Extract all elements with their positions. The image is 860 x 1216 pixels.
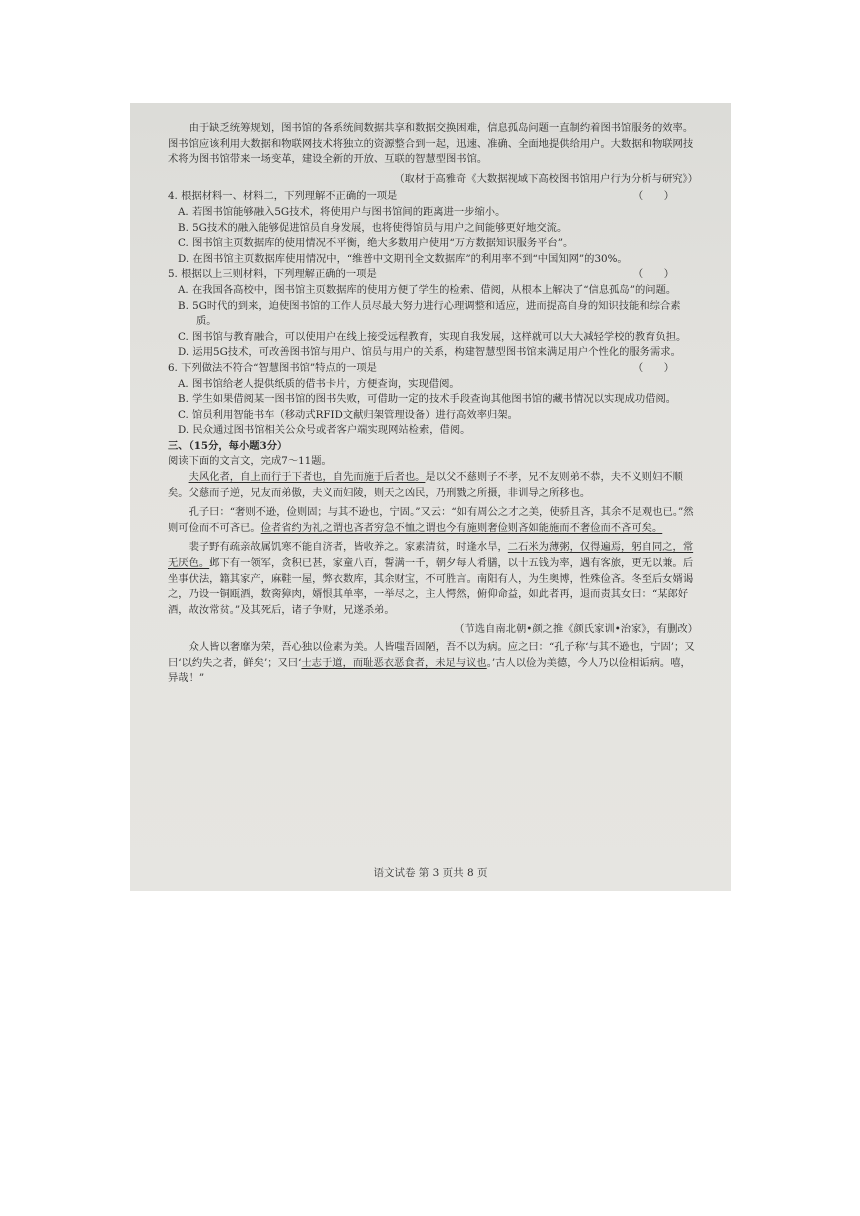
text-run: 孔子曰：“奢则不逊，俭则固；与其不逊也，宁固。”又云：“如有周公之才之美，使骄且吝，其余不足观也已。”然则可俭而不可吝已。 — [168, 506, 694, 534]
question-stem: 6. 下列做法不符合“智慧图书馆”特点的一项是 — [168, 361, 377, 374]
answer-bracket: （ ） — [632, 268, 674, 281]
text-run: 是以父不慈则子不孝，兄不友则弟不恭，夫不义则妇不顺矣。父慈而子逆，兄友而弟傲，夫义而妇陵，则天之凶民，乃刑戮之所摄，非训导之所移也。 — [168, 471, 683, 499]
answer-bracket: （ ） — [632, 361, 674, 374]
intro-source: （取材于高雅奇《大数据视域下高校图书馆用户行为分析与研究》） — [394, 172, 698, 185]
question-stem: 4. 根据材料一、材料二，下列理解不正确的一项是 — [168, 190, 398, 203]
answer-bracket: （ ） — [632, 190, 674, 203]
classical-paragraph-2 — [168, 505, 698, 536]
question-5 — [168, 267, 698, 361]
option: D. 在图书馆主页数据库使用情况中，“维普中文期刊全文数据库”的利用率不到“中国知网”的30%。 — [178, 252, 628, 265]
option: A. 在我国各高校中，图书馆主页数据库的使用方便了学生的检索、借阅，从根本上解决了“信息孤岛”的问题。 — [178, 283, 677, 296]
underlined-sentence: 二石米为薄粥，仅得遍焉，躬自同之，常无厌色。 — [168, 541, 694, 570]
underlined-sentence: 夫风化者，自上而行于下者也，自先而施于后者也。 — [188, 471, 426, 484]
option: A. 图书馆给老人提供纸质的借书卡片，方便查询，实现借阅。 — [178, 377, 460, 390]
option: C. 馆员利用智能书车（移动式RFID文献归架管理设备）进行高效率归架。 — [178, 408, 518, 421]
text-run: 裴子野有疏亲故属饥寒不能自济者，皆收养之。家素清贫，时逢水旱， — [188, 541, 508, 554]
classical-paragraph-4 — [168, 640, 698, 687]
question-stem: 5. 根据以上三则材料，下列理解正确的一项是 — [168, 268, 377, 281]
option: C. 图书馆主页数据库的使用情况不平衡，绝大多数用户使用“万方数据知识服务平台”。 — [178, 237, 574, 250]
question-6 — [168, 361, 698, 439]
option: B. 学生如果借阅某一图书馆的图书失败，可借助一定的技术手段查询其他图书馆的藏书情况以实现成功借阅。 — [178, 393, 677, 406]
intro-paragraph: 由于缺乏统筹规划，图书馆的各系统间数据共享和数据交换困难，信息孤岛问题一直制约着图书馆服务的效率。图书馆应该利用大数据和物联网技术将独立的资源整合到一起，迅速、准确、全面地提供给用户。大数据和物联网技术将为图书馆带来一场变革，建设全新的开放、互联的智慧型图书馆。 — [168, 122, 694, 166]
classical-paragraph-1 — [168, 470, 698, 501]
page-footer: 语文试卷 第 3 页共 8 页 — [373, 867, 488, 879]
document-photo — [130, 103, 731, 891]
text-run: 邺下有一领军，贪积已甚，家童八百，誓满一千，朝夕每人肴膳，以十五钱为率，遇有客旅，更无以兼。后坐事伏法，籍其家产，麻鞋一屋，弊衣数库，其余财宝，不可胜言。南阳有人，为生奥博，性殊俭吝。冬至后女婿谒之，乃设一铜瓯酒，数脔獐肉，婿恨其单率，一举尽之，主人愕然，俯仰命益，如此者再，退而责其女曰：“某郎好酒，故汝常贫。”及其死后，诸子争财，兄遂杀弟。 — [168, 557, 694, 616]
option: D. 民众通过图书馆相关公众号或者客户端实现网站检索，借阅。 — [178, 424, 471, 437]
section-heading: 三、（15分，每小题3分） — [168, 439, 288, 452]
option: C. 图书馆与教育融合，可以使用户在线上接受远程教育，实现自我发展，这样就可以大大减轻学校的教育负担。 — [178, 330, 687, 343]
text-run: 。’古人以俭为美德，今人乃以俭相诟病。嘻，异哉！” — [168, 656, 691, 685]
underlined-sentence: 俭者省约为礼之谓也吝者穷急不恤之谓也今有施则奢俭则吝如能施而不奢俭而不吝可矣。 — [260, 521, 663, 534]
text-run: 众人皆以奢靡为荣，吾心独以俭素为美。人皆嗤吾固陋，吾不以为病。应之曰：“孔子称‘与其不逊也，宁固’；又曰‘以约失之者，鲜矣’；又曰‘ — [168, 641, 695, 669]
page-content — [168, 121, 698, 687]
question-4 — [168, 189, 698, 267]
classical-paragraph-3 — [168, 540, 698, 618]
underlined-sentence: 士志于道，而耻恶衣恶食者，未足与议也 — [301, 656, 487, 669]
section-instruction: 阅读下面的文言文，完成7～11题。 — [168, 455, 332, 468]
classical-source: （节选自南北朝•颜之推《颜氏家训•治家》，有删改） — [454, 623, 698, 636]
option: A. 若图书馆能够融入5G技术，将使用户与图书馆间的距离进一步缩小。 — [178, 205, 506, 218]
option: B. 5G技术的融入能够促进馆员自身发展，也将使得馆员与用户之间能够更好地交流。 — [178, 221, 568, 234]
option: B. 5G时代的到来，迫使图书馆的工作人员尽最大努力进行心理调整和适应，进而提高自身的知识技能和综合素质。 — [178, 299, 681, 328]
option: D. 运用5G技术，可改善图书馆与用户、馆员与用户的关系，构建智慧型图书馆来满足用户个性化的服务需求。 — [178, 346, 681, 359]
